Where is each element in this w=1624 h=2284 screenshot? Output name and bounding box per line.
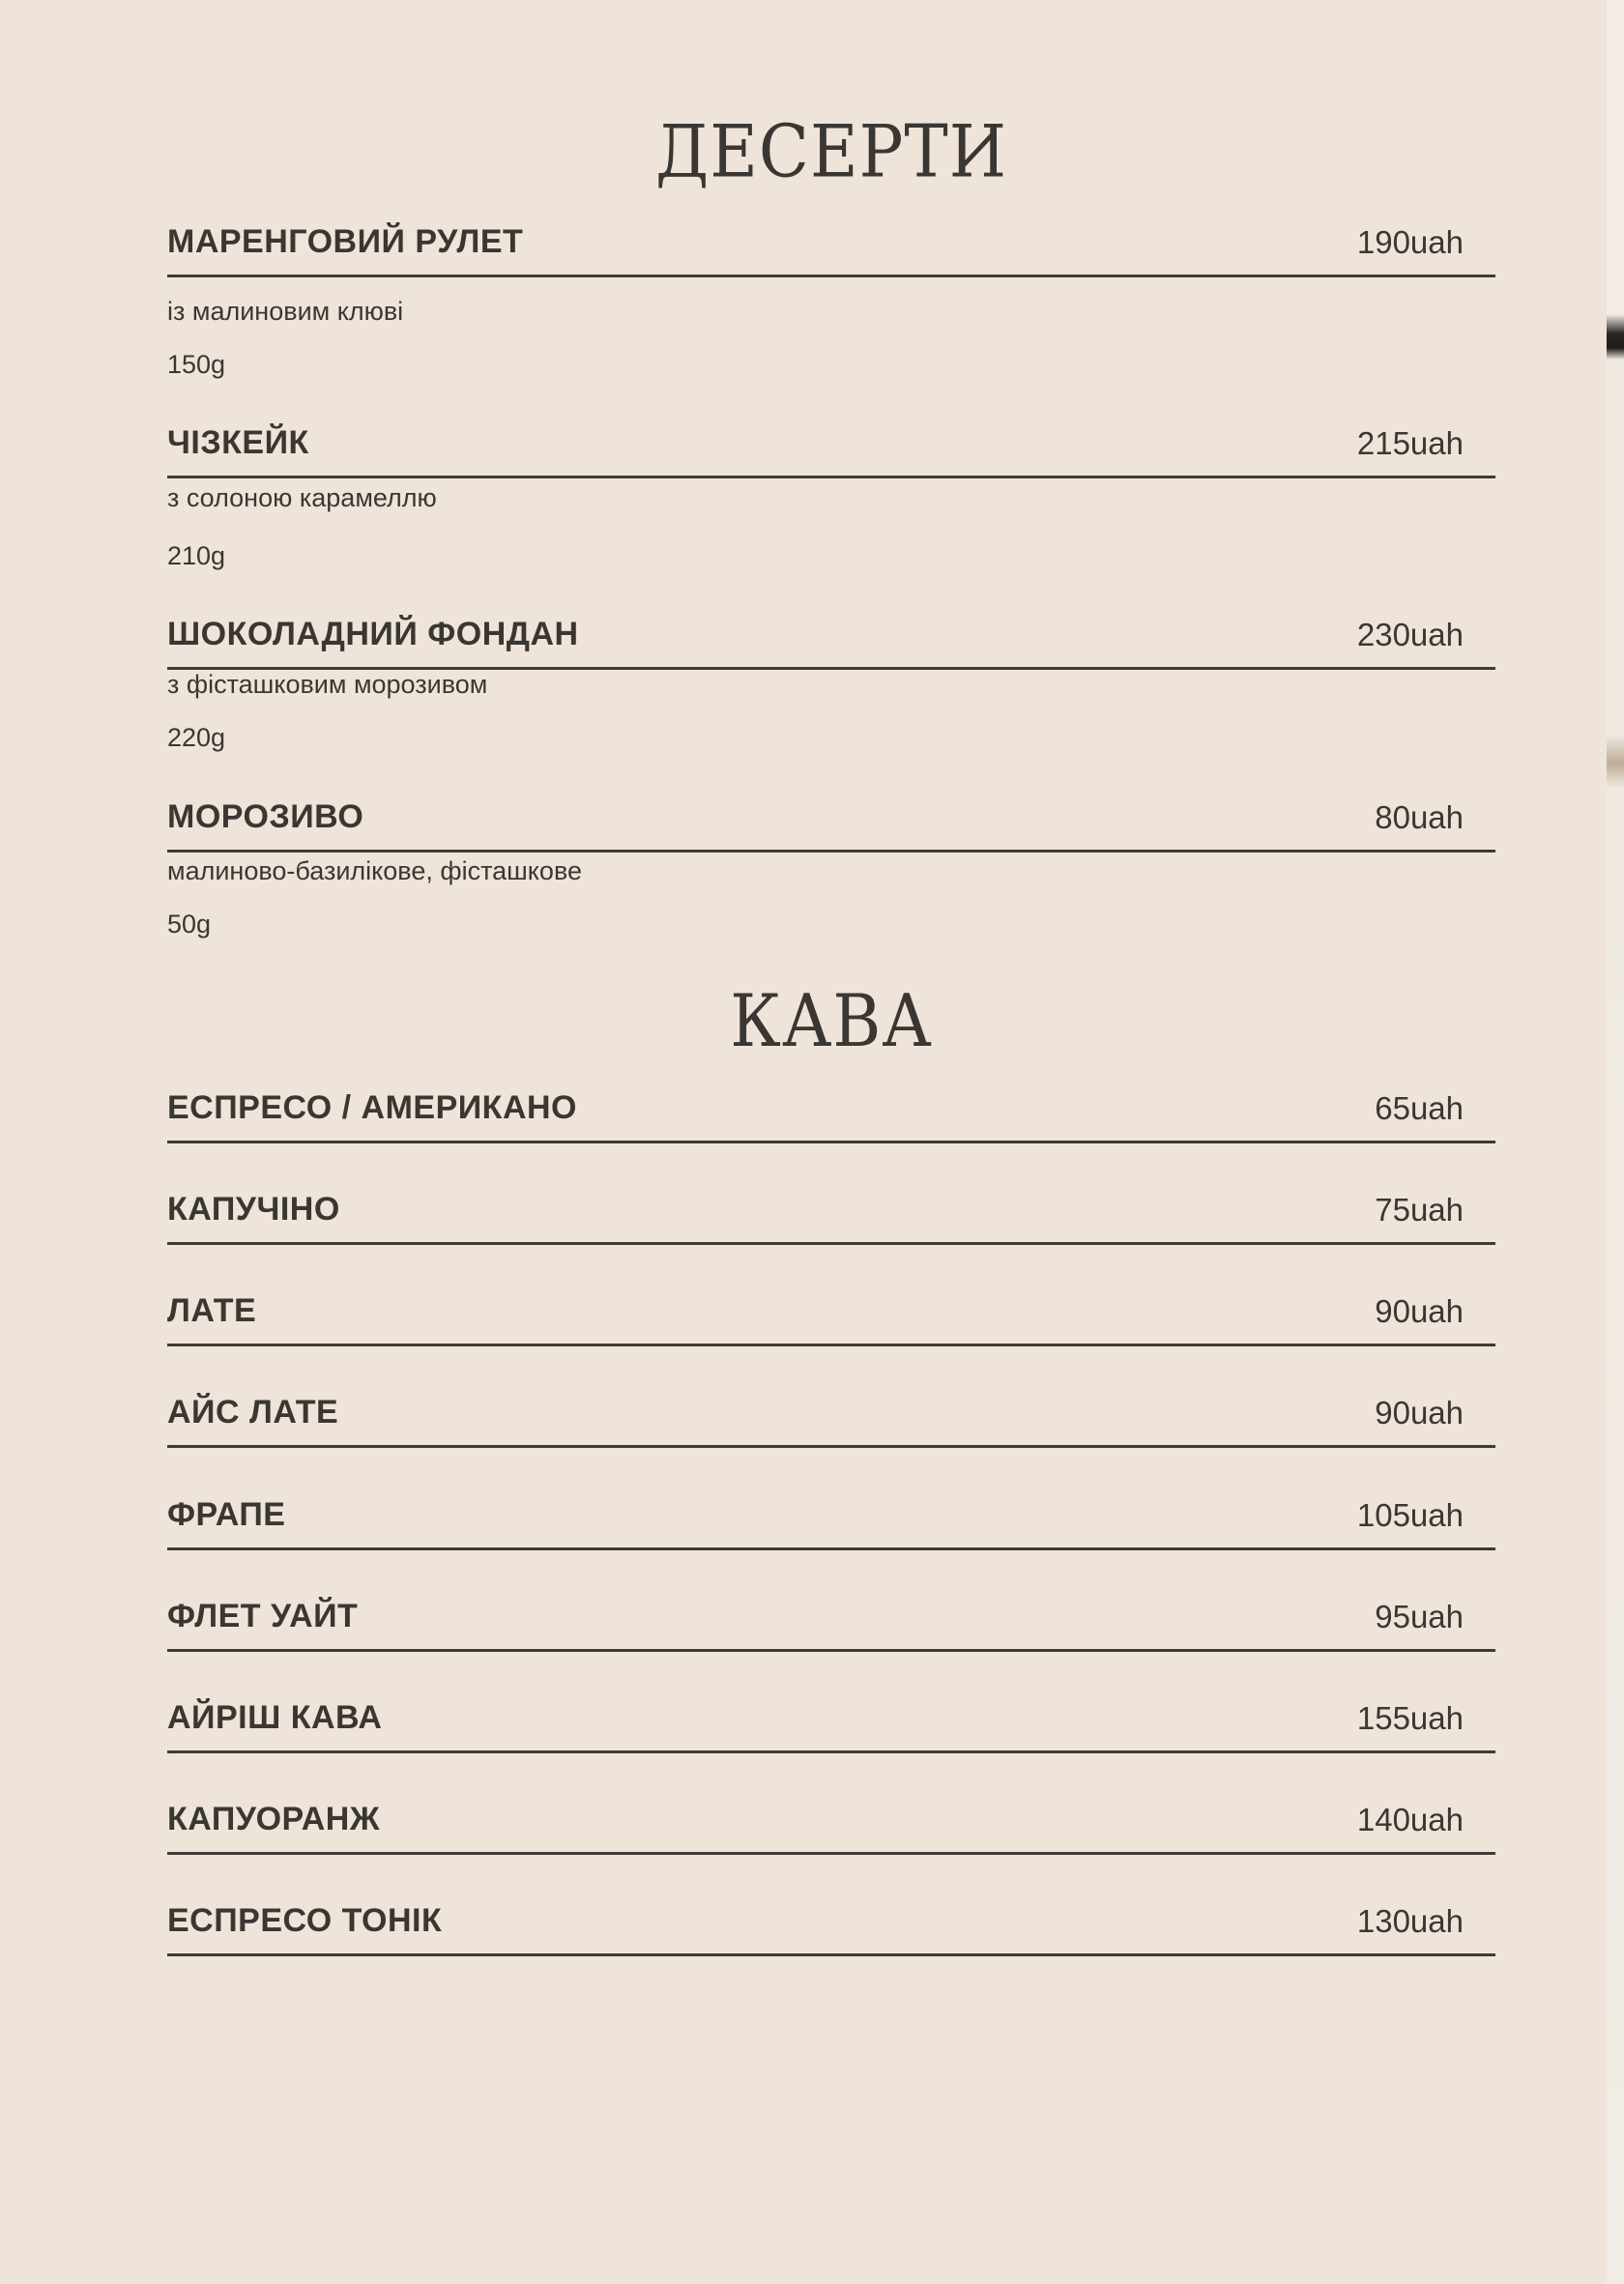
menu-item-price: 215uah <box>1356 425 1464 461</box>
menu-item-row <box>167 1089 1495 1143</box>
menu-item-name: ЧІЗКЕЙК <box>167 424 309 461</box>
menu-item-price: 75uah <box>1375 1192 1464 1228</box>
menu-item-row <box>167 1496 1495 1550</box>
menu-item-description: із малиновим клюві <box>167 297 404 326</box>
menu-item-row <box>167 223 1495 277</box>
section-title-coffee: КАВА <box>730 980 933 1064</box>
menu-item-row <box>167 1598 1495 1652</box>
menu-item-weight: 220g <box>167 723 226 752</box>
menu-item-name: АЙРІШ КАВА <box>167 1699 383 1736</box>
menu-item-name: МАРЕНГОВИЙ РУЛЕТ <box>167 223 524 260</box>
menu-item-name: ЕСПРЕСО / АМЕРИКАНО <box>167 1089 577 1126</box>
menu-item-row <box>167 798 1495 853</box>
menu-item-name: ЛАТЕ <box>167 1292 257 1329</box>
section-title-desserts: ДЕСЕРТИ <box>655 110 1007 194</box>
menu-item-weight: 50g <box>167 910 212 939</box>
menu-item-price: 80uah <box>1375 799 1464 835</box>
menu-item-price: 105uah <box>1356 1497 1464 1533</box>
menu-item-name: ШОКОЛАДНИЙ ФОНДАН <box>167 616 579 652</box>
menu-item-row <box>167 1699 1495 1753</box>
menu-item-price: 230uah <box>1356 617 1464 652</box>
menu-item-price: 65uah <box>1375 1090 1464 1126</box>
menu-item-name: КАПУОРАНЖ <box>167 1801 381 1837</box>
menu-item-name: МОРОЗИВО <box>167 798 364 835</box>
menu-item-row <box>167 424 1495 478</box>
menu-item-price: 90uah <box>1375 1293 1464 1329</box>
menu-item-price: 90uah <box>1375 1395 1464 1431</box>
menu-item-row <box>167 1801 1495 1855</box>
adjacent-page-edge <box>1607 0 1624 2284</box>
menu-item-row <box>167 1394 1495 1448</box>
menu-item-name: ФЛЕТ УАЙТ <box>167 1598 359 1634</box>
menu-item-row <box>167 616 1495 670</box>
menu-item-price: 130uah <box>1356 1903 1464 1939</box>
menu-item-description: малиново-базилікове, фісташкове <box>167 856 582 885</box>
menu-item-row <box>167 1902 1495 1956</box>
menu-item-description: з солоною карамеллю <box>167 483 437 512</box>
menu-item-description: з фісташковим морозивом <box>167 670 488 699</box>
menu-item-name: ФРАПЕ <box>167 1496 286 1533</box>
menu-item-weight: 150g <box>167 350 226 379</box>
menu-item-row <box>167 1191 1495 1245</box>
menu-item-weight: 210g <box>167 541 226 570</box>
menu-item-row <box>167 1292 1495 1346</box>
menu-item-price: 95uah <box>1375 1599 1464 1634</box>
menu-item-price: 140uah <box>1356 1802 1464 1837</box>
menu-item-price: 155uah <box>1356 1700 1464 1736</box>
menu-item-price: 190uah <box>1356 224 1464 260</box>
menu-item-name: АЙС ЛАТЕ <box>167 1394 339 1431</box>
menu-item-name: КАПУЧІНО <box>167 1191 340 1228</box>
menu-item-name: ЕСПРЕСО ТОНІК <box>167 1902 443 1939</box>
